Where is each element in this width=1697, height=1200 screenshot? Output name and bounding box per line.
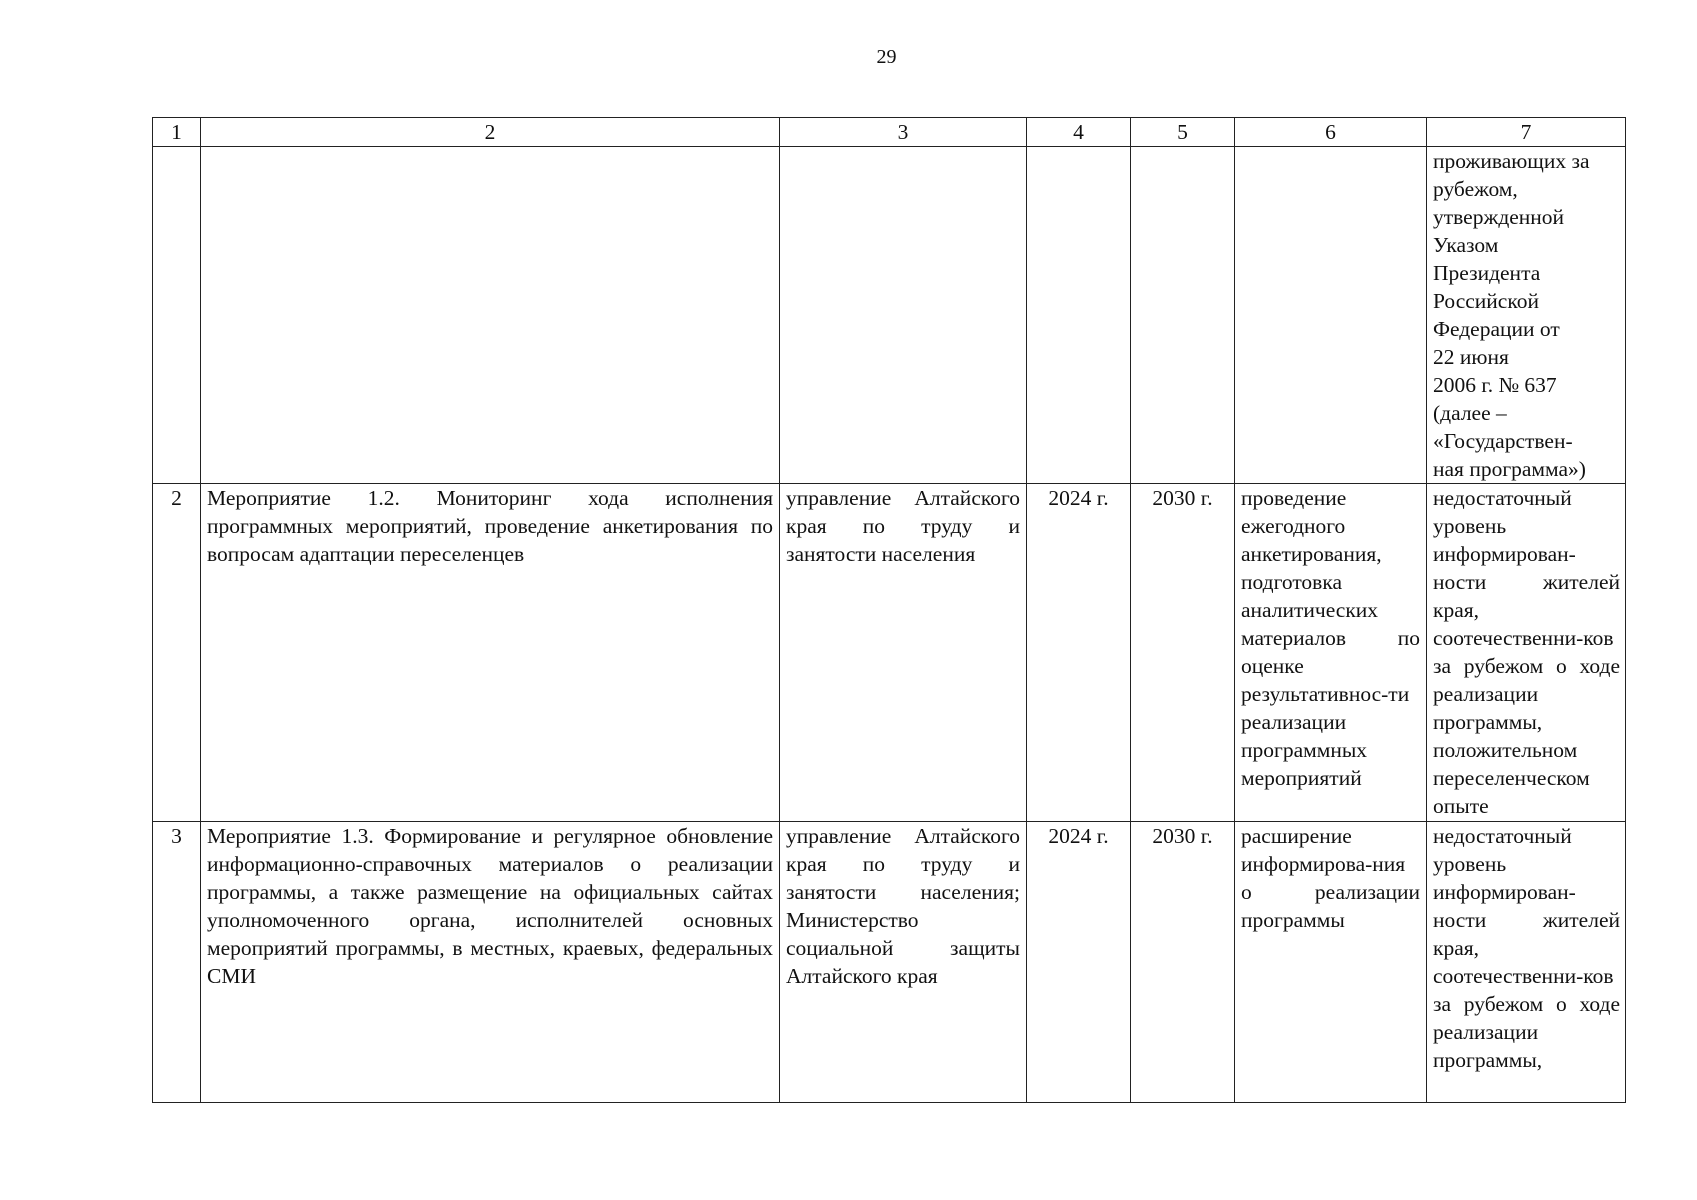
start-year-cell: 2024 г.: [1027, 484, 1131, 822]
result-cell: расширение информирова-ния о реализации программы: [1235, 822, 1427, 1103]
table-row: [153, 147, 1626, 484]
risk-cell: недостаточный уровень информирован-ности жителей края, соотечественни-ков за рубежом о ходе реализации программы,: [1427, 822, 1626, 1103]
executor-cell: [780, 147, 1027, 484]
row-number-cell: [153, 147, 201, 484]
table-row: [153, 484, 1626, 822]
risk-line: Президента: [1433, 261, 1541, 285]
risk-line: Федерации от: [1433, 317, 1560, 341]
risk-line: «Государствен-: [1433, 429, 1573, 453]
column-header: 3: [780, 118, 1027, 147]
risk-line: утвержденной: [1433, 205, 1565, 229]
risk-line: (далее –: [1433, 401, 1507, 425]
executor-cell: управление Алтайского края по труду и занятости населения; Министерство социальной защиты Алтайского края: [780, 822, 1027, 1103]
column-header: 6: [1235, 118, 1427, 147]
end-year-cell: 2030 г.: [1131, 484, 1235, 822]
page-number: 29: [876, 46, 897, 68]
event-cell: [201, 147, 780, 484]
column-header: 1: [153, 118, 201, 147]
result-cell: [1235, 147, 1427, 484]
risk-line: 22 июня: [1433, 345, 1509, 369]
start-year-cell: 2024 г.: [1027, 822, 1131, 1103]
risk-line: Российской: [1433, 289, 1539, 313]
table-header-row: [153, 118, 1626, 147]
risk-line: проживающих за: [1433, 149, 1590, 173]
row-number-cell: 3: [153, 822, 201, 1103]
event-cell: Мероприятие 1.2. Мониторинг хода исполнения программных мероприятий, проведение анкетирования по вопросам адаптации переселенцев: [201, 484, 780, 822]
column-header: 5: [1131, 118, 1235, 147]
start-year-cell: [1027, 147, 1131, 484]
risk-line: Указом: [1433, 233, 1499, 257]
column-header: 4: [1027, 118, 1131, 147]
end-year-cell: [1131, 147, 1235, 484]
risk-cell: [1427, 147, 1626, 484]
table-row: [153, 822, 1626, 1103]
column-header: 7: [1427, 118, 1626, 147]
result-cell: проведение ежегодного анкетирования, подготовка аналитических материалов по оценке результативнос-ти реализации программных мероприятий: [1235, 484, 1427, 822]
event-cell: Мероприятие 1.3. Формирование и регулярное обновление информационно-справочных материалов о реализации программы, а также размещение на официальных сайтах уполномоченного органа, исполнителей основных мероприятий программы, в местных, краевых, федеральных СМИ: [201, 822, 780, 1103]
measures-table: [152, 117, 1626, 1103]
executor-cell: управление Алтайского края по труду и занятости населения: [780, 484, 1027, 822]
column-header: 2: [201, 118, 780, 147]
risk-line: ная программа»): [1433, 457, 1586, 481]
end-year-cell: 2030 г.: [1131, 822, 1235, 1103]
row-number-cell: 2: [153, 484, 201, 822]
risk-line: 2006 г. № 637: [1433, 373, 1557, 397]
risk-line: рубежом,: [1433, 177, 1518, 201]
risk-cell: недостаточный уровень информирован-ности жителей края, соотечественни-ков за рубежом о ходе реализации программы, положительном переселенческом опыте: [1427, 484, 1626, 822]
